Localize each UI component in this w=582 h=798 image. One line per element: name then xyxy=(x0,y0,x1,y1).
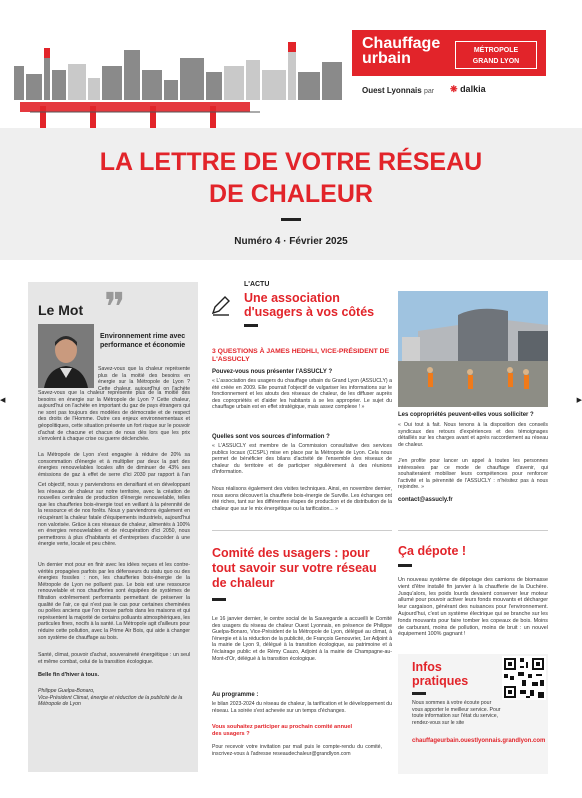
le-mot-paragraph: Savez-vous que la chaleur représente plus de la moitié des besoins en énergie sur la Métropole de Lyon ? Cette chaleur, aujourd'hui on l'achète xyxy=(98,366,190,390)
depot-title: Ça dépote ! xyxy=(398,544,467,558)
qr-code-icon[interactable] xyxy=(502,656,546,700)
pencil-icon xyxy=(210,294,232,316)
network-name: Ouest Lyonnais par xyxy=(362,86,435,95)
le-mot-subheading: Environnement rime avec performance et économie xyxy=(100,333,186,349)
le-mot-paragraph: Cet objectif, nous y parviendrons en densifiant et en développant les réseaux de chaleur sur notre territoire, avec la création de nouvelles centrales de production d'énergie renouvelable, telles que les chaufferies bois-énergie tout en veillant à la pérennité de la ressource et de nos forêts. Nous y parviendrons également en récupérant la chaleur fatale d'équipements industriels, aujourd'hui non valorisée. Grâce à ces réseaux de chaleur, alimentés à 100% en énergies renouvelables et de récupération d'ici 2050, nous permettrons à plus d'habitants et d'entreprises d'accéder à une énergie verte, locale et peu chère. xyxy=(38,482,190,548)
newsletter-title: LA LETTRE DE VOTRE RÉSEAU DE CHALEUR xyxy=(99,148,483,208)
section-bar xyxy=(398,564,412,567)
depot-text: Un nouveau système de dépotage des camions de biomasse vient d'être installé fin janvier à la chaufferie de la Duchère. Jusqu'alors, les poids lourds devaient conserver leur moteur allumé pour pouvoir activer leurs fonds mouvants et décharger leur cargaison, générant des nuisances pour l'environnement. Aujourd'hui, c'est un système électrique qui se branche sur les fonds mouvants pour faire tomber les copeaux de bois. Moins de carburant, moins de pollution, moins de bruit : un nouvel équipement 100% gagnant ! xyxy=(398,577,548,638)
edge-marker-icon: ▶ xyxy=(576,397,582,404)
le-mot-closing: Belle fin d'hiver à tous. xyxy=(38,672,100,678)
answer: « L'ASSUCLY est membre de la Commission consultative des services publics locaux (CCSPL) mise en place par la Métropole de Lyon. Cela nous permet de bénéficier des bilans d'activité de l'ensemble des réseaux de chaleur du territoire et de participer régulièrement à des réunions d'information. xyxy=(212,443,392,476)
answer: Nous réalisons également des visites techniques. Ainsi, en novembre dernier, nous avons découvert la chaufferie bois-énergie de Surville. Les échanges ont été riches, tant sur les différentes étapes de production et de distribution de la chaleur que sur le mix énergétique ou la tarification... » xyxy=(212,486,392,512)
header xyxy=(0,0,582,128)
section-bar xyxy=(212,598,226,601)
actu-label: L'ACTU xyxy=(244,281,270,288)
issue-number: Numéro 4 · Février 2025 xyxy=(234,236,348,247)
answer: J'en profite pour lancer un appel à toutes les personnes intéressées par ce mode de chauffage d'avenir, qui souhaiteraient mobiliser leurs compétences pour renforcer l'activité et la pérennité de l'ASSUCLY : n'hésitez pas à nous rejoindre. » xyxy=(398,458,548,491)
answer: « Oui tout à fait. Nous tenons à la disposition des conseils syndicaux des retours d'expériences et des témoignages détaillés sur les charges avant et après raccordement au réseau de chaleur. xyxy=(398,422,548,448)
edge-marker-icon: ◀ xyxy=(0,397,6,404)
interview-heading: 3 QUESTIONS À JAMES HEDHLI, VICE-PRÉSIDENT DE L'ASSUCLY xyxy=(212,348,390,363)
question: Quelles sont vos sources d'information ? xyxy=(212,434,330,440)
divider xyxy=(212,530,392,531)
section-bar xyxy=(412,692,426,695)
contact-email[interactable]: contact@assucly.fr xyxy=(398,497,453,503)
brand-logo-box xyxy=(352,30,546,76)
comite-paragraph: Pour recevoir votre invitation par mail puis le compte-rendu du comité, inscrivez-vous à l'adresse reseaudechaleur@grandlyon.com xyxy=(212,744,382,757)
website-link[interactable]: chauffageurbain.ouestlyonnais.grandlyon.com xyxy=(412,738,546,744)
plant-photo xyxy=(398,291,548,407)
comite-paragraph: Le 16 janvier dernier, le centre social de la Sauvegarde a accueilli le Comité des usagers du réseau de chaleur Ouest Lyonnais, en présence de Philippe Guelpa-Bonaro, Vice-Président de la Métropole de Lyon, délégué au climat, à l'énergie et à la réduction de la publicité, de François Genouvrier, 1er Adjoint à la mairie de Lyon 9, délégué à la transition écologique, au patrimoine et à l'éclairage public et de Rémy Cauzo, Adjoint à la mairie de Champagne-au-Mont-d'Or, délégué à la transition écologique. xyxy=(212,616,392,662)
signature: Philippe Guelpa-Bonaro, Vice-Président Climat, énergie et réduction de la publicité de la Métropole de Lyon xyxy=(38,688,183,708)
question: Les copropriétés peuvent-elles vous solliciter ? xyxy=(398,412,534,418)
dalkia-logo: ❋ dalkia xyxy=(450,84,486,94)
question: Pouvez-vous nous présenter l'ASSUCLY ? xyxy=(212,369,333,375)
answer: « L'association des usagers du chauffage urbain du Grand Lyon (ASSUCLY) a été créée en 2009. Elle pourrait l'objectif de vulgariser les informations sur le fonctionnement et les atouts des réseaux de chaleur, de les diffuser auprès des copropriétés et d'aider les habitants à se les approprier. Le sujet du chauffage urbain est en effet stratégique, mais assez complexe ! » xyxy=(212,378,392,411)
program-label: Au programme : xyxy=(212,692,259,698)
infos-text: Nous sommes à votre écoute pour vous apporter le meilleur service. Pour toute information sur l'état du service, rendez-vous sur le site xyxy=(412,700,501,726)
portrait-photo xyxy=(38,324,94,388)
comite-cta: Vous souhaitez participer au prochain comité annuel des usagers ? xyxy=(212,724,353,737)
le-mot-paragraph: La Métropole de Lyon s'est engagée à réduire de 20% sa consommation d'énergie et à multiplier par deux la part des énergies renouvelables locales afin de diminuer de 43% ses émissions de gaz à effet de serre d'ici 2030 par rapport à l'an xyxy=(38,452,190,478)
le-mot-paragraph: Savez-vous que la chaleur représente plus de la moitié des besoins en énergie sur la Métropole de Lyon ? Cette chaleur, aujourd'hui on l'achète en important du gaz de pays étrangers qui ne sont pas toujours des modèles de démocratie et de respect des droits de l'Homme. Outre ces enjeux environnementaux et géopolitiques, cette situation présente un fort risque sur le pouvoir d'achat de chacune et chacun de nous dès lors que les prix s'envolent à chaque crise ou guerre déclenchée. xyxy=(38,390,190,443)
city-skyline-illustration xyxy=(0,0,360,128)
brand-title: Chauffage urbain xyxy=(362,35,441,67)
le-mot-paragraph: Un dernier mot pour en finir avec les idées reçues et les contre-vérités propagées parfois par les défenseurs du statu quo ou des énergies fossiles : non, les chaufferies bois-énergie de la Métropole de Lyon ne polluent pas. Le bois est une ressource renouvelable et nos chaufferies sont équipées de systèmes de filtration extrêmement performants permettant de préserver la qualité de l'air, ce qui n'est pas le cas pour certaines cheminées ou poêles anciens que l'on trouve parfois dans les maisons et qui représentent la majorité de certains polluants atmosphériques, les particules fines, nocifs à la santé. La Métropole agit d'ailleurs pour réduire cette pollution, avec la Prime Air Bois, qui aide à changer son système de chauffage au bois. xyxy=(38,562,190,641)
section-bar xyxy=(244,324,258,327)
quote-icon: ❞ xyxy=(104,285,126,330)
comite-title: Comité des usagers : pour tout savoir sur votre réseau de chaleur xyxy=(212,546,377,590)
infos-title: Infos pratiques xyxy=(412,660,469,688)
metropole-logo: MÉTROPOLE GRAND LYON xyxy=(455,41,537,69)
le-mot-paragraph: Santé, climat, pouvoir d'achat, souveraineté énergétique : un seul et même combat, celui de la transition écologique. xyxy=(38,652,190,665)
title-divider xyxy=(281,218,301,221)
le-mot-heading: Le Mot xyxy=(38,302,84,318)
divider xyxy=(398,530,548,531)
actu-title: Une association d'usagers à vos côtés xyxy=(244,291,375,319)
comite-paragraph: le bilan 2023-2024 du réseau de chaleur, la tarification et le développement du réseau. La soirée s'est achevée sur un temps d'échanges. xyxy=(212,701,392,714)
